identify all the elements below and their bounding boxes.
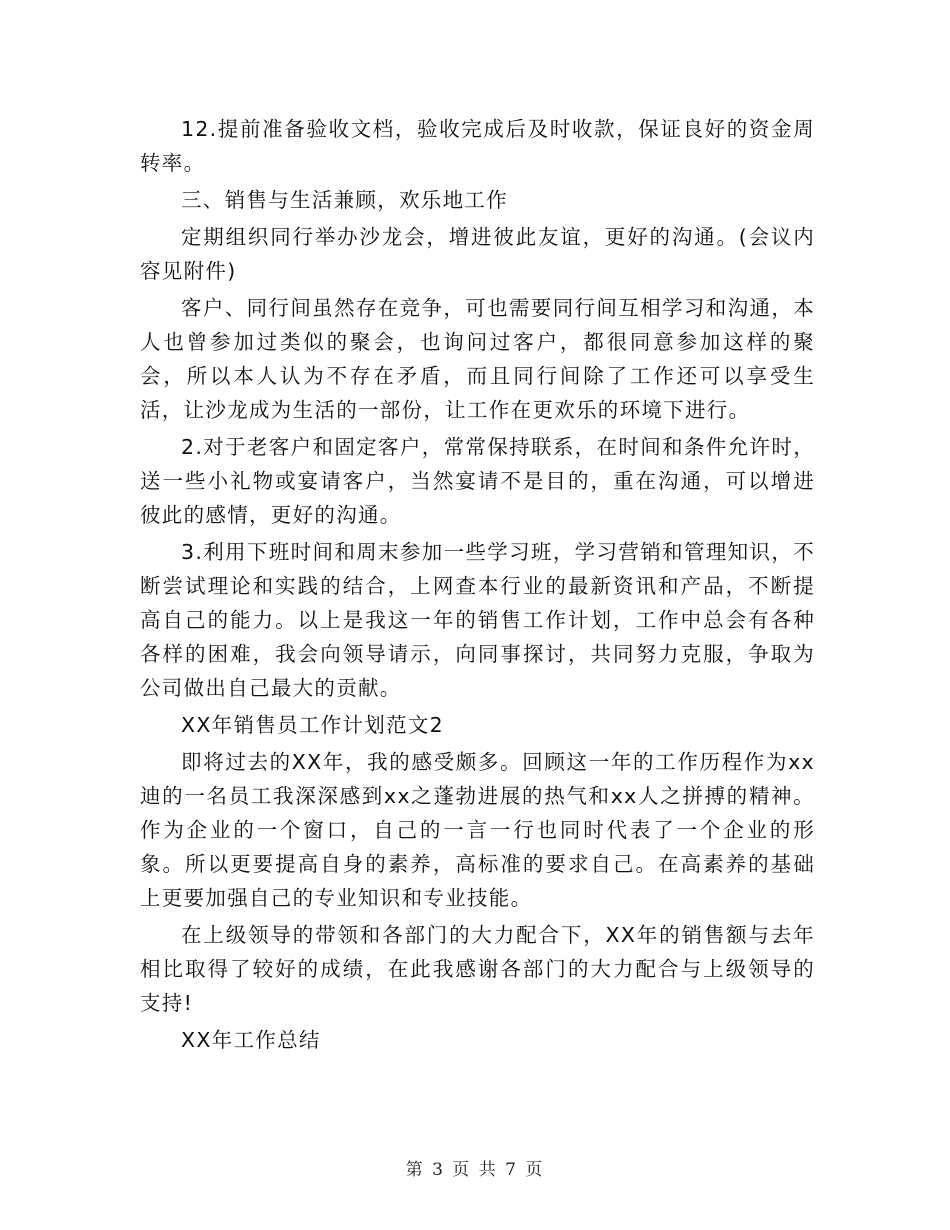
paragraph-salon: 定期组织同行举办沙龙会，增进彼此友谊，更好的沟通。(会议内容见附件) [140, 225, 815, 283]
paragraph-thanks: 在上级领导的带领和各部门的大力配合下，XX年的销售额与去年相比取得了较好的成绩，在此我感谢各部门的大力配合与上级领导的支持! [140, 923, 815, 1015]
paragraph-item-2: 2.对于老客户和固定客户，常常保持联系，在时间和条件允许时，送一些小礼物或宴请客户，当然宴请不是目的，重在沟通，可以增进彼此的感情，更好的沟通。 [140, 435, 815, 527]
paragraph-competition: 客户、同行间虽然存在竞争，可也需要同行间互相学习和沟通，本人也曾参加过类似的聚会，也询问过客户，都很同意参加这样的聚会，所以本人认为不存在矛盾，而且同行间除了工作还可以享受生活，让沙龙成为生活的一部份，让工作在更欢乐的环境下进行。 [140, 296, 815, 422]
document-body [140, 112, 815, 1060]
paragraph-item-3: 3.利用下班时间和周末参加一些学习班，学习营销和管理知识，不断尝试理论和实践的结合，上网查本行业的最新资讯和产品，不断提高自己的能力。以上是我这一年的销售工作计划，工作中总会有各种各样的困难，我会向领导请示，向同事探讨，共同努力克服，争取为公司做出自己最大的贡献。 [140, 540, 815, 700]
paragraph-reflection: 即将过去的XX年，我的感受颇多。回顾这一年的工作历程作为xx迪的一名员工我深深感到xx之蓬勃进展的热气和xx人之拼搏的精神。作为企业的一个窗口，自己的一言一行也同时代表了一个企业的形象。所以更要提高自身的素养，高标准的要求自己。在高素养的基础上更要加强自己的专业知识和专业技能。 [140, 750, 815, 910]
paragraph-item-12: 12.提前准备验收文档，验收完成后及时收款，保证良好的资金周转率。 [140, 117, 815, 175]
subheading-summary: XX年工作总结 [181, 1028, 321, 1052]
subheading-sample-2: XX年销售员工作计划范文2 [181, 713, 445, 737]
page-number-footer: 第 3 页 共 7 页 [405, 1160, 545, 1180]
section-heading-3: 三、销售与生活兼顾，欢乐地工作 [181, 188, 508, 212]
